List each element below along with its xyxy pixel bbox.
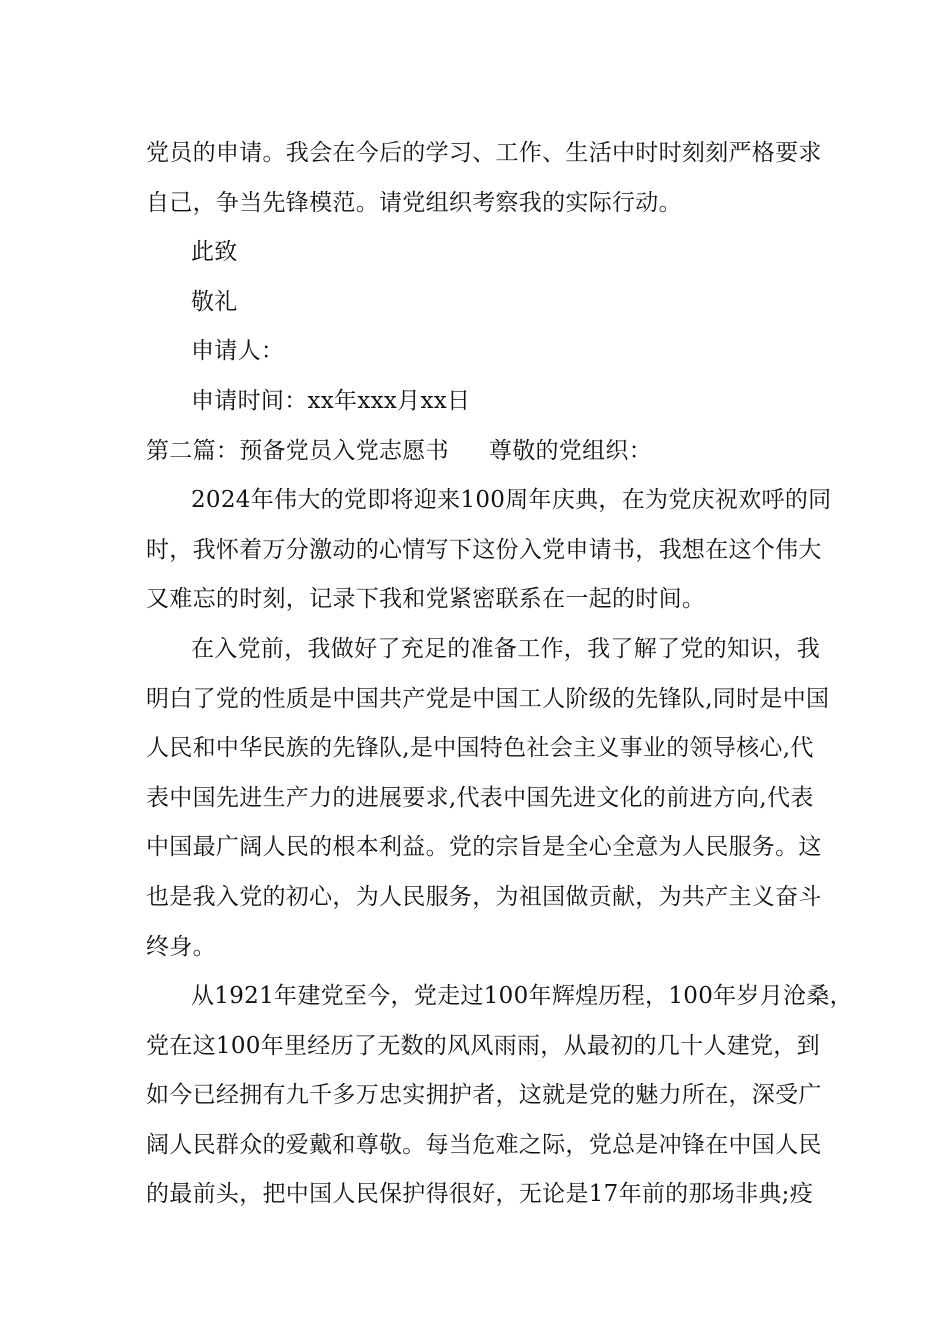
text-line: 表中国先进生产力的进展要求,代表中国先进文化的前进方向,代表 [146,784,814,811]
text-line: 明白了党的性质是中国共产党是中国工人阶级的先锋队,同时是中国 [146,685,830,712]
letter-greeting: 尊敬的党组织： [488,437,653,464]
closing-salutation: 此致 [191,239,238,266]
text-line: 时，我怀着万分激动的心情写下这份入党申请书，我想在这个伟大 [146,536,822,563]
section-title: 第二篇：预备党员入党志愿书 [146,437,449,464]
text-line: 中国最广阔人民的根本利益。党的宗旨是全心全意为人民服务。这 [146,834,822,861]
text-line: 终身。 [146,933,216,960]
document-body [146,129,853,1220]
applicant-label: 申请人： [191,338,285,365]
text-line: 党员的申请。我会在今后的学习、工作、生活中时时刻刻严格要求 [146,140,822,166]
section-heading [146,427,836,477]
text-line: 阔人民群众的爱戴和尊敬。每当危难之际，党总是冲锋在中国人民 [146,1131,822,1158]
text-line: 的最前头，把中国人民保护得很好，无论是17年前的那场非典;疫 [146,1181,814,1208]
text-line: 党在这100年里经历了无数的风风雨雨，从最初的几十人建党，到 [146,1032,820,1059]
application-date: 申请时间：xx年xxx月xx日 [191,387,471,414]
text-line: 2024年伟大的党即将迎来100周年庆典，在为党庆祝欢呼的同 [191,487,832,514]
text-line: 又难忘的时刻，记录下我和党紧密联系在一起的时间。 [146,586,706,613]
text-line: 如今已经拥有九千多万忠实拥护者，这就是党的魅力所在，深受广 [146,1082,822,1109]
text-line: 在入党前，我做好了充足的准备工作，我了解了党的知识，我 [191,635,821,662]
text-line: 也是我入党的初心，为人民服务，为祖国做贡献，为共产主义奋斗 [146,883,822,910]
closing-regards: 敬礼 [191,288,238,315]
text-line: 人民和中华民族的先锋队,是中国特色社会主义事业的领导核心,代 [146,735,814,762]
text-line: 从1921年建党至今，党走过100年辉煌历程，100年岁月沧桑， [191,983,853,1010]
text-line: 自己，争当先锋模范。请党组织考察我的实际行动。 [146,189,682,216]
